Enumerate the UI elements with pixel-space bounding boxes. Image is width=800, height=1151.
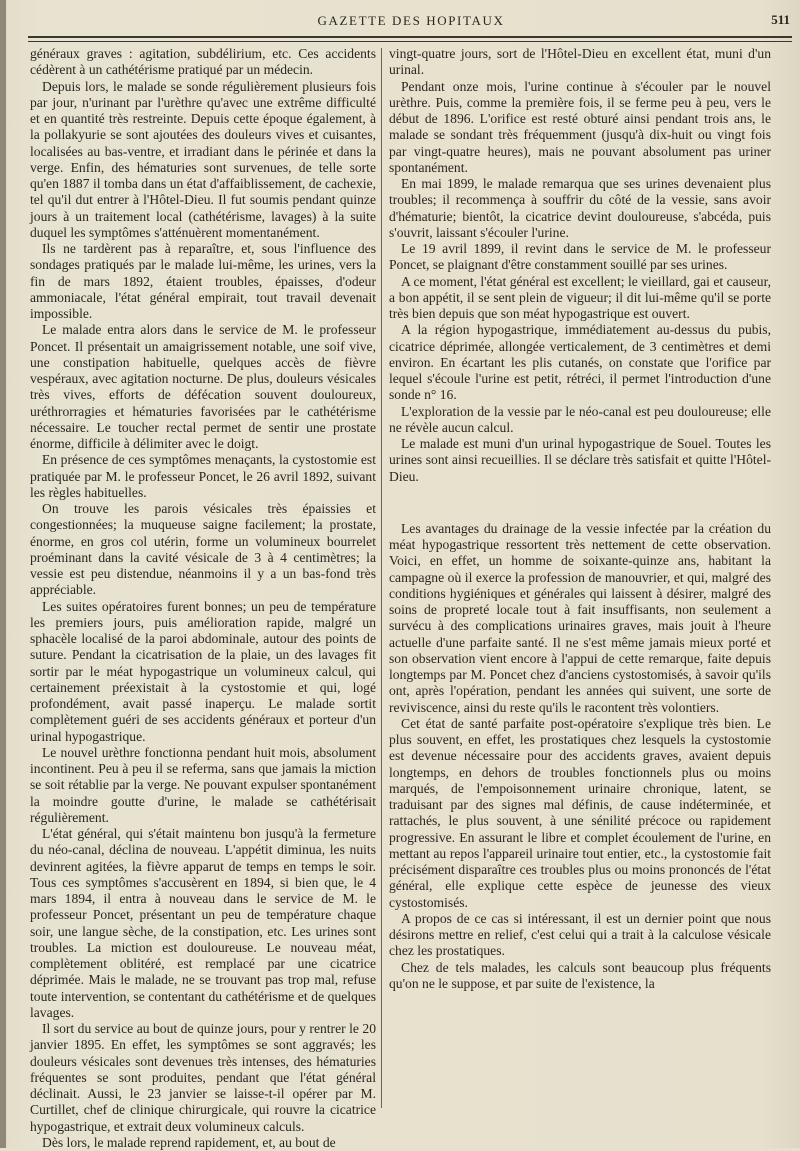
paragraph: Dès lors, le malade reprend rapidement, et, au bout de — [42, 1134, 336, 1150]
page-header — [28, 10, 794, 32]
paragraph: Pendant onze mois, l'urine continue à s'écouler par le nouvel urèthre. Puis, comme la première fois, il se ferme peu à peu, vers le début de 1896. L'orifice est resté obturé ainsi pendant trois ans, le malade se sondant très fréquemment (jusqu'à dix-huit ou vingt fois par vingt-quatre heures), mais ne pouvant absolument pas uriner spontanément. — [389, 78, 771, 175]
paragraph: L'exploration de la vessie par le néo-canal est peu douloureuse; elle ne révèle aucun calcul. — [389, 403, 771, 435]
paragraph: A la région hypogastrique, immédiatement au-dessus du pubis, cicatrice déprimée, allongée verticalement, de 3 centimètres et demi environ. En écartant les plis cutanés, on constate que l'orifice par lequel s'écoule l'urine est petit, rétréci, il permet l'introduction d'une sonde n° 16. — [389, 322, 771, 403]
paragraph: Le malade est muni d'un urinal hypogastrique de Souel. Toutes les urines sont ainsi recueillies. Il se déclare très satisfait et quitte l'Hôtel-Dieu. — [389, 436, 771, 484]
header-rule-thin — [28, 41, 792, 42]
binding-edge — [0, 0, 6, 1148]
paragraph: Les avantages du drainage de la vessie infectée par la création du méat hypogastrique ressortent très nettement de cette observation. Voici, en effet, un homme de soixante-quinze ans, habitant la campagne où il exerce la profession de manouvrier, et qui, malgré des conditions hygiéniques et générales qui laissent à désirer, malgré des soins de propreté locale tout à fait insuffisants, non seulement a survécu à des complications urinaires graves, mais jouit à l'heure actuelle d'une parfaite santé. Il ne s'est même jamais mieux porté et son observation vient encore à l'appui de cette remarque, faite depuis longtemps par M. Poncet chez d'anciens cystostomisés, à savoir qu'ils ont, après l'opération, pendant les années qui suivent, une sorte de reviviscence, ainsi du reste qu'ils le racontent très volontiers. — [389, 520, 771, 715]
paragraph: Le 19 avril 1899, il revint dans le service de M. le professeur Poncet, se plaignant d'être constamment souillé par ses urines. — [389, 241, 771, 273]
paragraph: généraux graves : agitation, subdélirium, etc. Ces accidents cédèrent à un cathétérisme pratiqué par un médecin. — [30, 46, 376, 78]
paragraph: Chez de tels malades, les calculs sont beaucoup plus fréquents qu'on ne le suppose, et par suite de l'existence, la — [389, 959, 771, 991]
column-divider — [381, 48, 382, 1108]
paragraph: Le malade entra alors dans le service de M. le professeur Poncet. Il présentait un amaigrissement notable, une soif vive, une constipation habituelle, quelques accès de fièvre vespéraux, avec agitation nocturne. De plus, douleurs vésicales très vives, efforts de défécation souvent douloureux, uréthrorragies et hématuries favorisées par le cathétérisme nécessaire. Le toucher rectal permet de sentir une prostate énorme, difficile à délimiter avec le doigt. — [30, 322, 376, 451]
left-column — [30, 46, 376, 1151]
paragraph: Le nouvel urèthre fonctionna pendant huit mois, absolument incontinent. Peu à peu il se referma, sans que jamais la miction se soit rétablie par la verge. Ne pouvant expulser spontanément la moindre goutte d'urine, le malade se cathétérisait régulièrement. — [30, 744, 376, 825]
paragraph: Les suites opératoires furent bonnes; un peu de température les premiers jours, puis amélioration rapide, malgré un sphacèle localisé de la paroi abdominale, autour des points de suture. Pendant la cicatrisation de la plaie, un des lavages fit sortir par le méat hypogastrique un volumineux calcul, qui certainement préexistait à la cystostomie et qui, logé profondément, avait passé inaperçu. Le malade sortit complètement guéri de ses accidents généraux et porteur d'un urinal hypogastrique. — [30, 598, 376, 744]
paragraph: Cet état de santé parfaite post-opératoire s'explique très bien. Le plus souvent, en effet, les prostatiques chez lesquels la cystostomie est devenue nécessaire pour des accidents graves, avaient depuis longtemps, en dehors de troubles fonctionnels plus ou moins marqués, de l'empoisonnement urinaire chronique, latent, se traduisant par des signes mal définis, de cause indéterminée, et rattachés, le plus souvent, à une sénilité précoce ou rapidement progressive. En assurant le libre et complet écoulement de l'urine, en mettant au repos l'appareil urinaire tout entier, etc., la cystostomie fait précisément disparaître ces troubles plus ou moins prononcés de l'état général, elle explique cette espèce de jeunesse des vieux cystostomisés. — [389, 715, 771, 910]
running-title: GAZETTE DES HOPITAUX — [317, 13, 505, 28]
paragraph: En mai 1899, le malade remarqua que ses urines devenaient plus troubles; il recommença à souffrir du côté de la vessie, sans avoir d'hématurie; bientôt, la cicatrice devint douloureuse, s'abcéda, puis s'ouvrit, laissant s'écouler l'urine. — [389, 176, 771, 240]
paragraph: A ce moment, l'état général est excellent; le vieillard, gai et causeur, a bon appétit, il se sent plein de vigueur; il dit lui-même qu'il se porte très bien depuis que son méat hypogastrique est ouvert. — [389, 273, 771, 321]
section-gap — [389, 485, 771, 521]
paragraph: On trouve les parois vésicales très épaissies et congestionnées; la muqueuse saigne facilement; la prostate, énorme, en gros col utérin, forme un volumineux bourrelet proéminant dans la cavité vésicale de 3 à 4 centimètres; la vessie est peu distendue, néanmoins il y a un bas-fond très appréciable. — [30, 501, 376, 598]
paragraph: vingt-quatre jours, sort de l'Hôtel-Dieu en excellent état, muni d'un urinal. — [389, 46, 771, 78]
paragraph: L'état général, qui s'était maintenu bon jusqu'à la fermeture du néo-canal, déclina de nouveau. L'appétit diminua, les nuits devinrent agitées, la fièvre apparut de temps en temps le soir. Tous ces symptômes s'accusèrent en 1894, si bien que, le 4 mars 1894, il entra à nouveau dans le service de M. le professeur Poncet, présentant un peu de température chaque soir, une langue sèche, de la constipation, etc. Les urines sont troubles. La miction est douloureuse. Le nouveau méat, complètement oblitéré, est remplacé par une cicatrice déprimée. Mais le malade, ne se trouvant pas trop mal, refuse toute intervention, se contentant du cathétérisme et de quelques lavages. — [30, 826, 376, 1020]
paragraph: Il sort du service au bout de quinze jours, pour y rentrer le 20 janvier 1895. En effet, les symptômes se sont aggravés; les douleurs vésicales sont devenues très intenses, des hématuries fréquentes se sont produites, pendant que l'état général déclinait. Aussi, le 23 janvier se laisse-t-il opérer par M. Curtillet, chef de clinique chirurgicale, qui rouvre la cicatrice hypogastrique, et extrait deux volumineux calculs. — [30, 1021, 376, 1134]
paragraph: Ils ne tardèrent pas à reparaître, et, sous l'influence des sondages pratiqués par le malade lui-même, les urines, vers la fin de mars 1892, étaient troubles, épaisses, d'odeur ammoniacale, l'état général empirait, tout travail devenait impossible. — [30, 241, 376, 321]
paragraph: A propos de ce cas si intéressant, il est un dernier point que nous désirons mettre en relief, c'est celui qui a trait à la calculose vésicale chez les prostatiques. — [389, 910, 771, 959]
paragraph: En présence de ces symptômes menaçants, la cystostomie est pratiquée par M. le professeur Poncet, le 26 avril 1892, suivant les règles habituelles. — [30, 452, 376, 500]
page-number: 511 — [771, 12, 790, 27]
right-column — [389, 46, 771, 992]
header-rule-thick — [28, 36, 792, 38]
paragraph: Depuis lors, le malade se sonde régulièrement plusieurs fois par jour, n'urinant par l'urèthre qu'avec une extrême difficulté et en quantité très restreinte. Depuis cette époque également, à la pollakyurie se sont ajoutées des douleurs vives et cuisantes, localisées au bas-ventre, et irradiant dans le périnée et dans la verge. Enfin, des hématuries sont survenues, de telle sorte qu'en 1887 il tomba dans un état d'affaiblissement, de cachexie, tel qu'il dut entrer à l'Hôtel-Dieu. Il fut soumis pendant quinze jours à un traitement local (cathétérisme, lavages) à la suite duquel les symptômes s'atténuèrent momentanément. — [30, 78, 376, 240]
